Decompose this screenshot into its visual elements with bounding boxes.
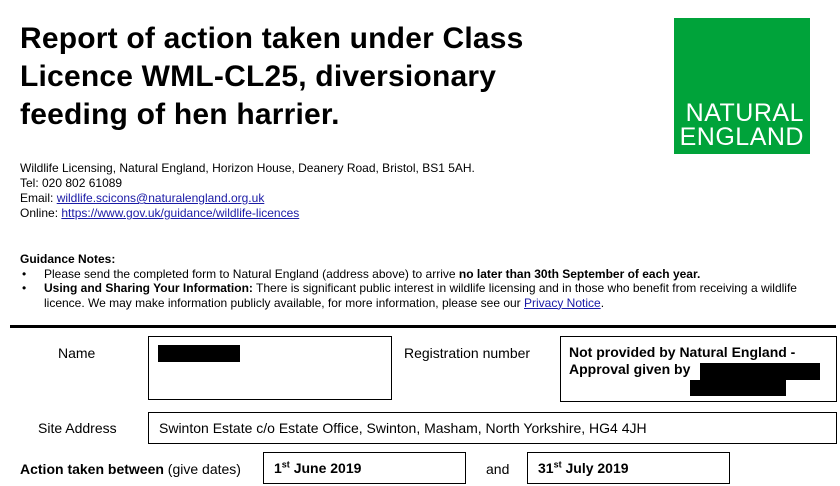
contact-online-row xyxy=(20,206,475,221)
and-label: and xyxy=(486,461,510,477)
logo-text-natural: NATURAL xyxy=(685,99,804,127)
email-label: Email: xyxy=(20,191,57,205)
start-month-year: June 2019 xyxy=(289,460,362,476)
bullet-icon: • xyxy=(22,281,27,295)
guidance-notes xyxy=(20,252,820,310)
site-address-field[interactable]: Swinton Estate c/o Estate Office, Swinton, Masham, North Yorkshire, HG4 4JH xyxy=(148,412,837,444)
privacy-notice-link[interactable]: Privacy Notice xyxy=(524,295,601,310)
contact-details xyxy=(20,161,475,221)
email-link[interactable]: wildlife.scicons@naturalengland.org.uk xyxy=(56,191,265,205)
end-month-year: July 2019 xyxy=(561,460,629,476)
action-dates-label xyxy=(20,461,241,477)
guidance-deadline: no later than 30th September of each year. xyxy=(458,266,701,281)
redaction-bar xyxy=(158,345,240,362)
registration-label: Registration number xyxy=(404,345,531,361)
contact-address: Wildlife Licensing, Natural England, Horizon House, Deanery Road, Bristol, BS1 5AH. xyxy=(20,161,475,175)
guidance-list xyxy=(20,267,820,311)
start-day-suffix: st xyxy=(281,459,290,470)
redaction-bar xyxy=(700,363,820,380)
name-label: Name xyxy=(58,345,96,361)
bullet-icon: • xyxy=(22,266,27,281)
guidance-text-end: . xyxy=(600,295,605,310)
title-line-1: Report of action taken under Class xyxy=(20,22,524,55)
guidance-text-2: There is significant public interest in wildlife licensing and in those who benefit from receiving a wildlife licence. We may make information publicly available, for more information, please see our xyxy=(44,281,797,310)
page-title xyxy=(20,20,620,134)
guidance-text-1: Please send the completed form to Natural England (address above) to arrive xyxy=(44,266,459,281)
guidance-item-information xyxy=(20,281,820,310)
online-label: Online: xyxy=(20,206,62,220)
start-date-field[interactable] xyxy=(263,452,466,484)
online-link[interactable]: https://www.gov.uk/guidance/wildlife-licences xyxy=(61,206,300,220)
registration-line-1: Not provided by Natural England - xyxy=(569,344,796,360)
action-label-bold: Action taken between xyxy=(20,461,164,477)
guidance-item-deadline xyxy=(20,267,820,282)
guidance-heading: Guidance Notes: xyxy=(20,252,116,266)
title-line-3: feeding of hen harrier. xyxy=(20,98,340,131)
section-divider xyxy=(10,325,836,328)
title-line-2: Licence WML-CL25, diversionary xyxy=(20,60,497,93)
end-day: 31 xyxy=(538,460,554,476)
contact-email-row xyxy=(20,191,475,206)
action-label-rest: (give dates) xyxy=(163,461,241,477)
start-day: 1 xyxy=(274,460,282,476)
guidance-info-heading: Using and Sharing Your Information: xyxy=(44,281,253,295)
end-day-suffix: st xyxy=(553,459,562,470)
logo-text-england: ENGLAND xyxy=(679,123,804,151)
site-address-label: Site Address xyxy=(38,420,117,436)
natural-england-logo xyxy=(674,18,810,154)
redaction-bar xyxy=(690,380,786,396)
registration-line-2: Approval given by xyxy=(569,361,691,377)
contact-tel: Tel: 020 802 61089 xyxy=(20,176,123,190)
end-date-field[interactable] xyxy=(527,452,730,484)
